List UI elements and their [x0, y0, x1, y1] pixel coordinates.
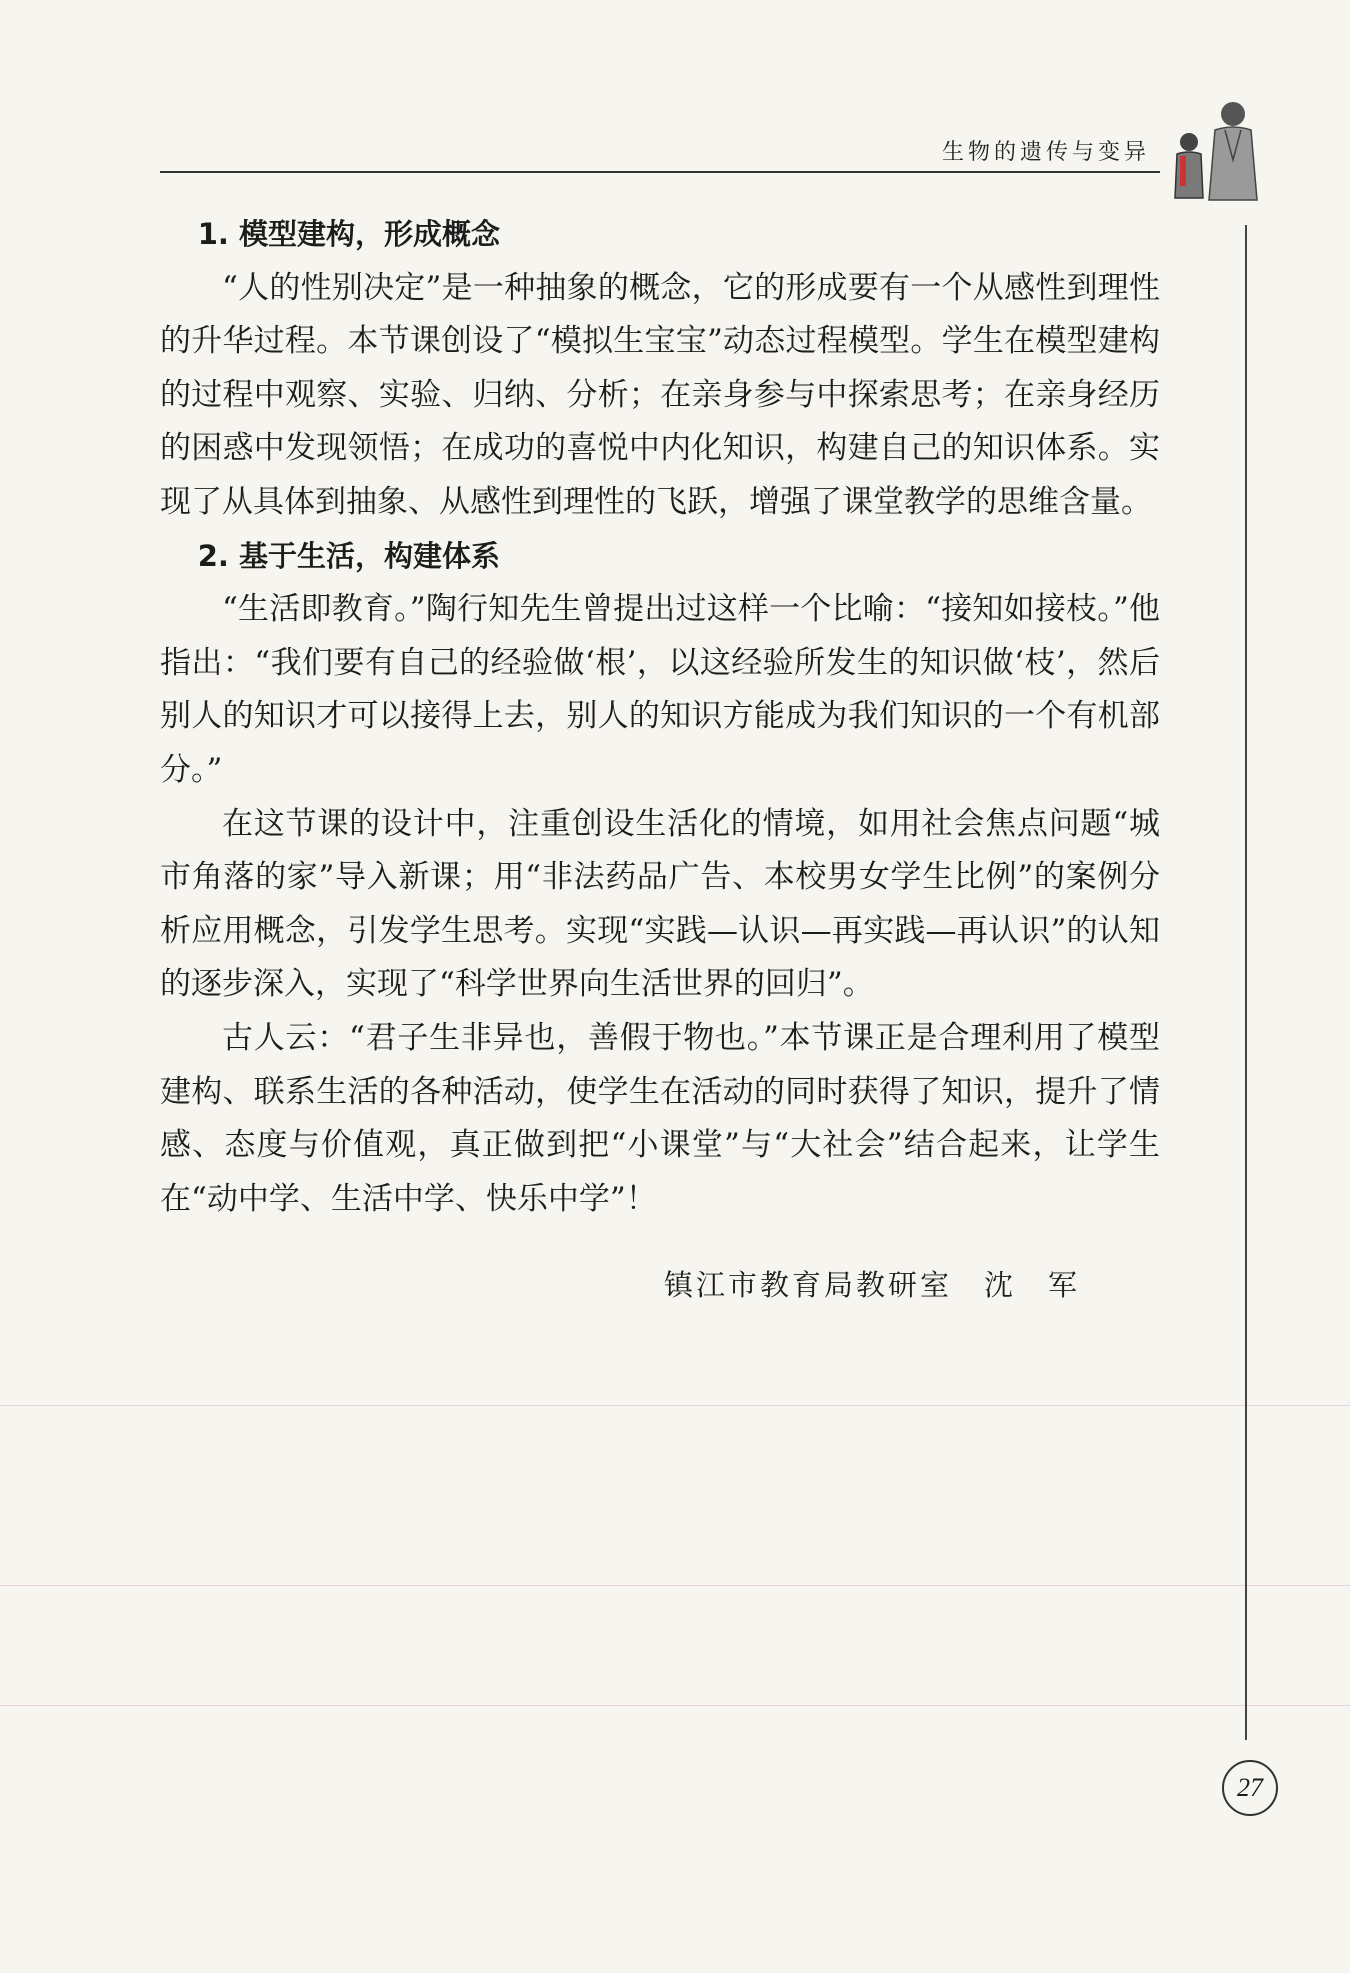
article-body [160, 208, 1160, 1226]
show-through-line [0, 1705, 1350, 1706]
author-signature: 镇江市教育局教研室 沈 军 [663, 1268, 1080, 1302]
paragraph: 在这节课的设计中，注重创设生活化的情境，如用社会焦点问题“城市角落的家”导入新课；用“非法药品广告、本校男女学生比例”的案例分析应用概念，引发学生思考。实现“实践—认识—再实践—再认识”的认知的逐步深入，实现了“科学世界向生活世界的回归”。 [160, 805, 1160, 1003]
margin-rule [1245, 225, 1247, 1740]
page-number: 27 [1222, 1760, 1278, 1816]
paragraph: “生活即教育。”陶行知先生曾提出过这样一个比喻：“接知如接枝。”他指出：“我们要有自己的经验做‘根’，以这经验所发生的知识做‘枝’，然后别人的知识才可以接得上去，别人的知识方能成为我们知识的一个有机部分。” [160, 591, 1160, 788]
show-through-line [0, 1405, 1350, 1406]
teacher-and-child-illustration-icon [1165, 90, 1275, 210]
section-heading: 2. 基于生活，构建体系 [197, 538, 500, 573]
paragraph: 古人云：“君子生非异也，善假于物也。”本节课正是合理利用了模型建构、联系生活的各种活动，使学生在活动的同时获得了知识，提升了情感、态度与价值观，真正做到把“小课堂”与“大社会”结合起来，让学生在“动中学、生活中学、快乐中学”！ [160, 1019, 1160, 1217]
paragraph: “人的性别决定”是一种抽象的概念，它的形成要有一个从感性到理性的升华过程。本节课创设了“模拟生宝宝”动态过程模型。学生在模型建构的过程中观察、实验、归纳、分析；在亲身参与中探索思考；在亲身经历的困惑中发现领悟；在成功的喜悦中内化知识，构建自己的知识体系。实现了从具体到抽象、从感性到理性的飞跃，增强了课堂教学的思维含量。 [160, 269, 1160, 520]
header-rule [160, 171, 1160, 173]
running-title: 生物的遗传与变异 [941, 140, 1150, 165]
section-heading: 1. 模型建构，形成概念 [197, 217, 500, 251]
show-through-line [0, 1585, 1350, 1586]
